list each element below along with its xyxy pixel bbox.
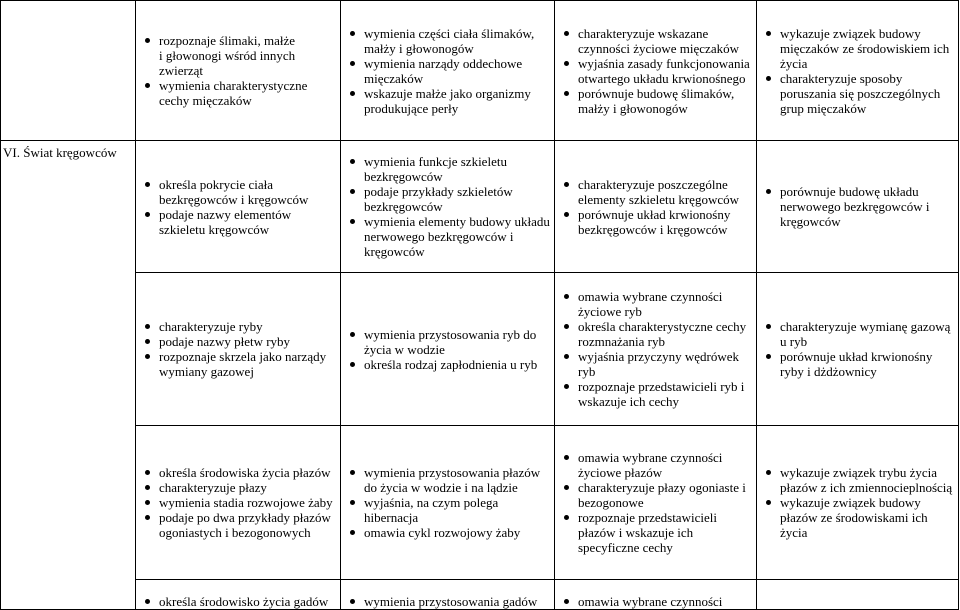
requirement-item: rozpoznaje ślimaki, małże	[143, 33, 337, 48]
requirement-item: charakteryzuje wskazane czynności życiowe mięczaków	[562, 26, 753, 56]
requirement-item: rozpoznaje przedstawicieli ryb i wskazuje ich cechy	[562, 379, 753, 409]
section-label	[1, 141, 136, 610]
requirement-item: wymienia charakterystyczne cechy mięczaków	[143, 78, 337, 108]
requirement-item: porównuje budowę układu nerwowego bezkręgowców i kręgowców	[764, 184, 955, 229]
requirement-item: omawia wybrane czynności	[562, 594, 753, 609]
requirement-cell	[341, 426, 555, 580]
requirement-item: określa środowiska życia płazów	[143, 465, 337, 480]
requirement-list	[764, 465, 955, 540]
requirement-item: określa rodzaj zapłodnienia u ryb	[348, 357, 551, 372]
requirement-item: omawia cykl rozwojowy żaby	[348, 525, 551, 540]
requirement-item: wyjaśnia, na czym polega hibernacja	[348, 495, 551, 525]
requirement-item: porównuje budowę ślimaków, małży i głowonogów	[562, 86, 753, 116]
requirement-cell	[757, 426, 959, 580]
requirement-item: charakteryzuje sposoby poruszania się poszczególnych grup mięczaków	[764, 71, 955, 116]
requirement-item: rozpoznaje skrzela jako narządy wymiany gazowej	[143, 349, 337, 379]
requirement-item: podaje przykłady szkieletów bezkręgowców	[348, 184, 551, 214]
requirement-item: określa pokrycie ciała bezkręgowców i kręgowców	[143, 177, 337, 207]
requirement-item: wskazuje małże jako organizmy produkujące perły	[348, 86, 551, 116]
requirement-cell	[341, 580, 555, 610]
requirement-cell	[757, 273, 959, 426]
requirement-list	[562, 450, 753, 555]
requirement-list	[348, 26, 551, 116]
requirement-item: określa charakterystyczne cechy rozmnażania ryb	[562, 319, 753, 349]
requirement-item: wykazuje związek budowy mięczaków ze środowiskiem ich życia	[764, 26, 955, 71]
requirement-item: wymienia przystosowania gadów	[348, 594, 551, 609]
requirement-list	[143, 177, 337, 237]
requirement-item: wykazuje związek budowy płazów ze środowiskami ich życia	[764, 495, 955, 540]
requirement-item: omawia wybrane czynności życiowe ryb	[562, 289, 753, 319]
requirement-list	[348, 465, 551, 540]
requirement-list	[562, 289, 753, 409]
requirement-item: wymienia części ciała ślimaków, małży i głowonogów	[348, 26, 551, 56]
requirement-cell	[341, 1, 555, 141]
table-row	[1, 580, 959, 610]
requirement-item: porównuje układ krwionośny ryby i dżdżownicy	[764, 349, 955, 379]
requirement-item: wymienia funkcje szkieletu bezkręgowców	[348, 154, 551, 184]
requirement-list	[562, 177, 753, 237]
requirement-item: wykazuje związek trybu życia płazów z ich zmiennocieplnością	[764, 465, 955, 495]
requirement-item: wymienia przystosowania ryb do życia w wodzie	[348, 327, 551, 357]
requirement-item: i głowonogi wśród innych zwierząt	[159, 48, 296, 78]
requirement-item: podaje nazwy elementów szkieletu kręgowców	[143, 207, 337, 237]
requirement-item: wymienia elementy budowy układu nerwowego bezkręgowców i kręgowców	[348, 214, 551, 259]
requirement-cell	[136, 141, 341, 273]
requirement-cell	[136, 426, 341, 580]
table-row	[1, 1, 959, 141]
requirement-item: wyjaśnia przyczyny wędrówek ryb	[562, 349, 753, 379]
requirement-item: porównuje układ krwionośny bezkręgowców i kręgowców	[562, 207, 753, 237]
requirement-cell	[555, 580, 757, 610]
requirement-list	[562, 26, 753, 116]
requirement-cell	[555, 1, 757, 141]
requirement-list	[348, 327, 551, 372]
requirement-list	[143, 594, 337, 609]
requirement-list	[143, 33, 337, 108]
requirement-list	[764, 319, 955, 379]
requirement-item: charakteryzuje płazy	[143, 480, 337, 495]
table-row	[1, 141, 959, 273]
requirement-list	[764, 26, 955, 116]
requirement-list	[562, 594, 753, 609]
requirement-list	[348, 154, 551, 259]
requirement-cell	[757, 1, 959, 141]
requirement-item: wymienia stadia rozwojowe żaby	[143, 495, 337, 510]
requirement-list	[143, 319, 337, 379]
requirement-cell	[341, 273, 555, 426]
table-row	[1, 426, 959, 580]
requirement-item: rozpoznaje przedstawicieli płazów i wskazuje ich specyficzne cechy	[562, 510, 753, 555]
requirement-item: podaje po dwa przykłady płazów ogoniastych i bezogonowych	[143, 510, 337, 540]
requirement-item: wymienia narządy oddechowe mięczaków	[348, 56, 551, 86]
requirement-cell	[136, 1, 341, 141]
requirement-cell	[757, 141, 959, 273]
requirement-cell	[341, 141, 555, 273]
requirement-cell	[555, 426, 757, 580]
requirement-cell	[555, 141, 757, 273]
requirement-item: charakteryzuje wymianę gazową u ryb	[764, 319, 955, 349]
requirement-item: charakteryzuje ryby	[143, 319, 337, 334]
section-label-text: VI. Świat kręgowców	[3, 145, 117, 160]
requirement-list	[143, 465, 337, 540]
requirement-item: określa środowisko życia gadów	[143, 594, 337, 609]
requirement-item: charakteryzuje poszczególne elementy szkieletu kręgowców	[562, 177, 753, 207]
requirement-list	[764, 184, 955, 229]
section-cell-empty	[1, 1, 136, 141]
table-row	[1, 273, 959, 426]
requirement-cell	[136, 580, 341, 610]
requirement-item: charakteryzuje płazy ogoniaste i bezogonowe	[562, 480, 753, 510]
requirement-cell	[757, 580, 959, 610]
requirement-cell	[555, 273, 757, 426]
requirement-item: podaje nazwy płetw ryby	[143, 334, 337, 349]
requirement-item: wymienia przystosowania płazów do życia w wodzie i na lądzie	[348, 465, 551, 495]
requirement-list	[348, 594, 551, 609]
requirement-item: omawia wybrane czynności życiowe płazów	[562, 450, 753, 480]
requirement-item: wyjaśnia zasady funkcjonowania otwartego układu krwionośnego	[562, 56, 753, 86]
requirement-cell	[136, 273, 341, 426]
